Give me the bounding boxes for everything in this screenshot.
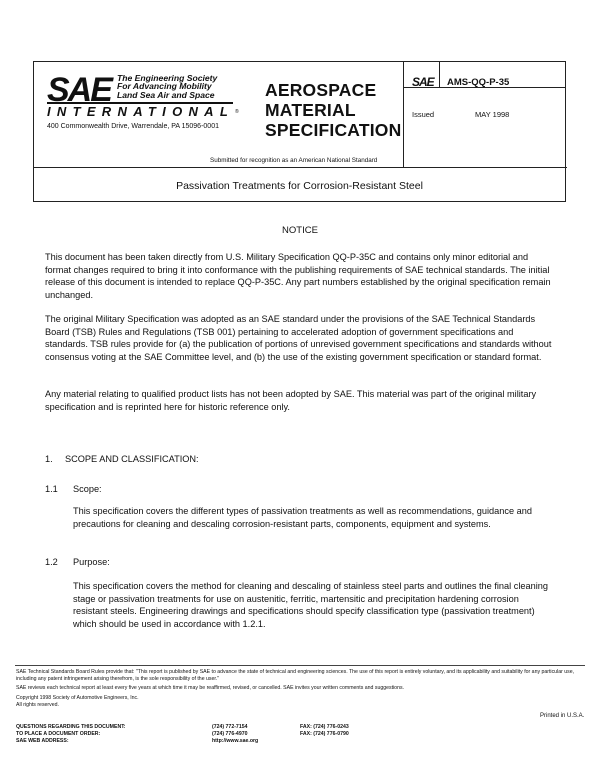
header-box xyxy=(33,61,566,202)
subject-divider-top xyxy=(34,167,567,168)
footer-tsb-rules: SAE Technical Standards Board Rules provide that: "This report is published by SAE to advance the state of technical and engineering sciences. The use of this report is entirely voluntary, and its applicability and suitability for any particular use, including any patent infringement arising therefrom, is the sole responsibility of the user." xyxy=(16,669,575,682)
issued-date: MAY 1998 xyxy=(475,110,510,119)
sae-logo-tagline xyxy=(117,74,217,99)
contact-fax-questions: FAX: (724) 776-0243 xyxy=(300,724,349,730)
sae-logo xyxy=(47,73,257,121)
contact-label-questions: QUESTIONS REGARDING THIS DOCUMENT: xyxy=(16,724,126,730)
contact-label-order: TO PLACE A DOCUMENT ORDER: xyxy=(16,731,101,737)
issued-label: Issued xyxy=(412,110,435,119)
address: 400 Commonwealth Drive, Warrendale, PA 15096-0001 xyxy=(47,123,219,130)
doc-info-divider xyxy=(403,62,404,167)
tagline-line-1: The Engineering Society xyxy=(117,73,218,83)
section-1-title: SCOPE AND CLASSIFICATION: xyxy=(65,454,199,464)
contact-web-address[interactable]: http://www.sae.org xyxy=(212,738,259,744)
document-type-title xyxy=(265,80,401,140)
logo-trademark: ® xyxy=(235,109,239,115)
section-1-2-title: Purpose: xyxy=(73,557,110,567)
docnum-divider xyxy=(439,62,440,87)
contact-fax-order: FAX: (724) 776-0790 xyxy=(300,731,349,737)
contact-phone-questions: (724) 772-7154 xyxy=(212,724,248,730)
footer-printed: Printed in U.S.A. xyxy=(540,713,585,719)
tagline-line-3: Land Sea Air and Space xyxy=(117,89,215,100)
notice-paragraph-3: Any material relating to qualified product lists has not been adopted by SAE. This material was part of the original military specification and is reprinted here for historic reference only. xyxy=(45,389,537,412)
footer-rule xyxy=(15,665,585,666)
document-subject: Passivation Treatments for Corrosion-Resistant Steel xyxy=(176,180,423,192)
contact-label-web: SAE WEB ADDRESS: xyxy=(16,738,69,744)
title-line-1: AEROSPACE xyxy=(265,80,377,100)
submitted-note: Submitted for recognition as an American National Standard xyxy=(210,157,378,164)
section-1-2-number: 1.2 xyxy=(45,557,58,567)
footer-rights: All rights reserved. xyxy=(16,702,59,708)
section-1-1-title: Scope: xyxy=(73,484,102,494)
title-line-2: MATERIAL xyxy=(265,100,356,120)
sae-small-logo: SAE xyxy=(412,75,434,89)
footer-copyright: Copyright 1998 Society of Automotive Engineers, Inc. xyxy=(16,695,139,701)
section-1-2-text: This specification covers the method for cleaning and descaling of stainless steel parts and outlines the final cleaning stage or passivation treatments for use on austenitic, ferritic, martensitic and precipitation hardening corrosion resistant steels. Engineering drawings and specifications should specify classification type (passivation treatment) which should be used in accordance with 1.2.1. xyxy=(73,581,548,630)
notice-paragraph-2: The original Military Specification was adopted as an SAE standard under the provisions of the SAE Technical Standards Board (TSB) Rules and Regulations (TSB 001) pertaining to accelerated adoption of government specifications and standards. TSB rules provide for (a) the publication of portions of unrevised government specifications and standards without consensus voting at the SAE Committee level, and (b) the use of the existing government specification or standard format. xyxy=(45,314,552,363)
tagline-line-2: For Advancing Mobility xyxy=(117,81,212,92)
notice-heading: NOTICE xyxy=(282,225,318,236)
section-1-1-text: This specification covers the different types of passivation treatments as well as recommendations, guidance and precautions for cleaning and descaling corrosion-resistant parts, components, equipment and systems. xyxy=(73,506,532,529)
contact-phone-order: (724) 776-4970 xyxy=(212,731,248,737)
title-line-3: SPECIFICATION xyxy=(265,120,402,140)
document-number: AMS-QQ-P-35 xyxy=(447,77,510,88)
footer-review-note: SAE reviews each technical report at least every five years at which time it may be reaffirmed, revised, or cancelled. SAE invites your written comments and suggestions. xyxy=(16,685,404,691)
section-1-1-number: 1.1 xyxy=(45,484,58,494)
sae-logo-letters: SAE xyxy=(47,71,111,109)
section-1-number: 1. xyxy=(45,454,53,464)
sae-logo-international: INTERNATIONAL xyxy=(47,104,235,119)
notice-paragraph-1: This document has been taken directly from U.S. Military Specification QQ-P-35C and contains only minor editorial and format changes required to bring it into conformance with the publishing requirements of SAE technical standards. The initial release of this document is intended to replace QQ-P-35C. Any part numbers established by the original specification remain unchanged. xyxy=(45,252,551,301)
